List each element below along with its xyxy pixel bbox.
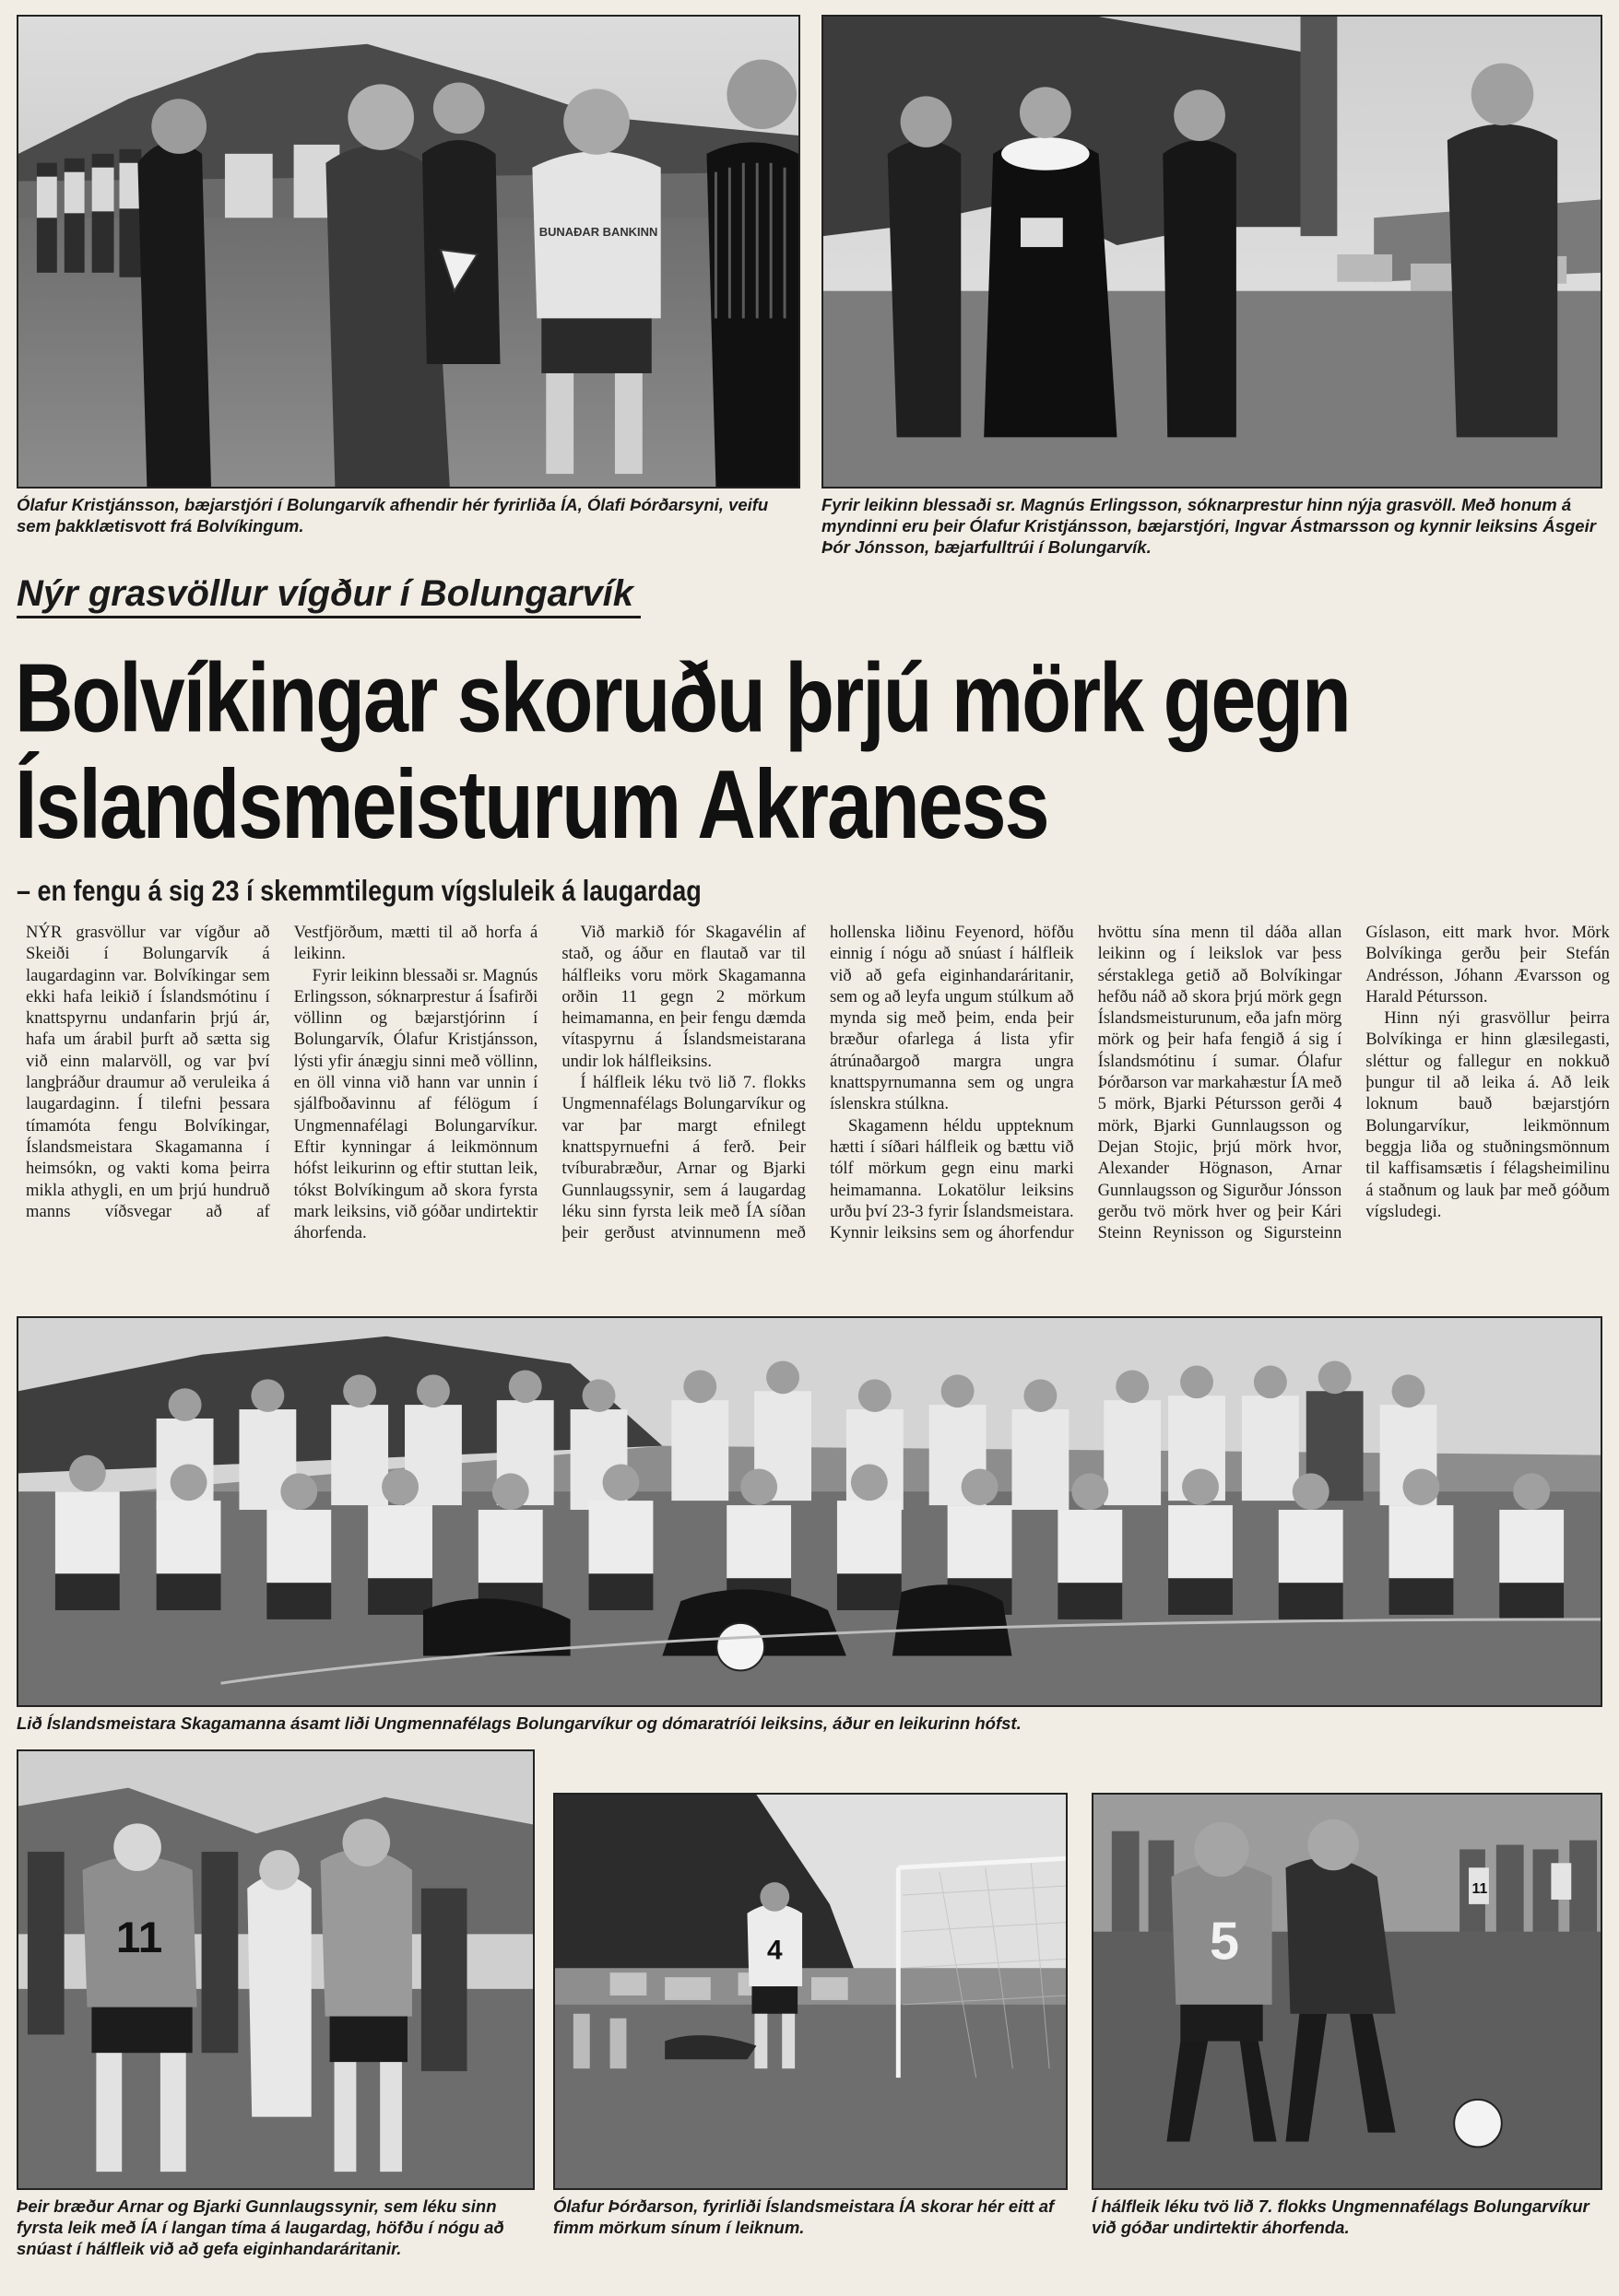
subheadline: – en fengu á sig 23 í skemmtilegum vígsluleik á laugardag <box>17 875 702 907</box>
photo-youth-match <box>1092 1793 1602 2190</box>
lead-word: NÝR <box>26 923 63 942</box>
caption-photo-6: Í hálfleik léku tvö lið 7. flokks Ungmennafélags Bolungarvíkur við góðar undirtektir áhorfenda. <box>1092 2196 1589 2237</box>
jersey-number-11: 11 <box>115 1913 163 1963</box>
paragraph-1: NÝR grasvöllur var vígður að Skeiði í Bolungarvík á laugardaginn var. Bolvíkingar sem ekki hafa leikið í Íslandsmótinu í knattspyrnu undanfarin þrjú ár, hafa um árabil þurft að sætta sig við einn malarvöll, og var því langþráður draumur að veruleika á laugardaginn. Í tilefni þessara tímamóta fengu Bolvíkingar, Íslandsmeistara Skagamanna í heimsókn, og vakti koma þeirra mikla athygli, en um þrjú hundruð manns víðsvegar að af Vestfjörðum, mætti til að horfa á leikinn. <box>26 923 538 1221</box>
paragraph-4: Í hálfleik léku tvö lið 7. flokks Ungmennafélags Bolungarvíkur og var þar margt efnilegt knattspyrnuefni á ferð. Þeir tvíburabræður, Arnar og Bjarki Gunnlaugssynir, sem á laugardag léku sinn fyrsta leik með ÍA síðan þeir gerðust atvinnumenn með hollenska liðinu Feyenord, höfðu einnig í nógu að snúast í hálfleik við að gefa eiginhandaráritanir, sem og að leyfa ungum stúlkum að mynda sig með þeim, enda þeir bræður ofarlega á lista yfir átrúnaðargoð margra ungra knattspyrnumanna sem og ungra íslenskra stúlkna. <box>561 923 1074 1243</box>
photo-autographs <box>17 1749 535 2190</box>
paragraph-3: Við markið fór Skagavélin af stað, og áður en flautað var til hálfleiks voru mörk Skagamanna orðin 11 gegn 2 mörkum heimamanna, en þeir fengu dæmda vítaspyrnu á Íslandsmeistarana undir lok hálfleiksins. <box>561 923 806 1071</box>
caption-photo-5: Ólafur Þórðarson, fyrirliði Íslandsmeistara ÍA skorar hér eitt af fimm mörkum sínum í leiknum. <box>553 2196 1055 2237</box>
photo-captain-pennant <box>17 15 800 489</box>
sponsor-text: BUNAÐAR BANKINN <box>538 225 658 240</box>
photo-field-blessing <box>821 15 1602 489</box>
caption-team-photo: Lið Íslandsmeistara Skagamanna ásamt liði Ungmennafélags Bolungarvíkur og dómaratríói leiksins, áður en leikurinn hófst. <box>17 1713 1022 1733</box>
headline <box>15 642 1610 859</box>
paragraph-5: Skagamenn héldu uppteknum hætti í síðari hálfleik og bættu við tólf mörkum gegn einu marki heimamanna. Lokatölur leiksins urðu því 23-3 fyrir Íslandsmeistara. Kynnir leiksins sem og áhorfendur hvöttu sína menn til dáða allan leikinn og í leikslok var þess sérstaklega getið að Bolvíkingar hefðu náð að skora þrjú mörk gegn Íslandsmeisturunum, eða jafn mörg mörk og þeir hafa fengið á sig í Íslandsmótinu í sumar. Ólafur Þórðarson var markahæstur ÍA með 5 mörk, Bjarki Pétursson gerði 4 mörk, Bjarki Gunnlaugsson og Dejan Stojic, þrjú mörk hvor, Alexander Högnason, Arnar Gunnlaugsson og Sigurður Jónsson gerðu tvö mörk hver og þeir Kári Steinn Reynisson og Sigursteinn Gíslason, eitt mark hvor. Mörk Bolvíkinga gerðu þeir Stefán Andrésson, Jóhann Ævarsson og Harald Pétursson. <box>829 923 1610 1243</box>
jersey-number-5: 5 <box>1209 1912 1239 1972</box>
paragraph-2: Fyrir leikinn blessaði sr. Magnús Erlingsson, sóknarprestur á Ísafirði völlinn og bæjarstjórinn í Bolungarvík, Ólafur Kristjánsson, lýsti yfir ánægju sinni með völlinn, en öll vinna við hann var unnin í sjálfboðavinnu af félögum í Ungmennafélagi Bolungarvíkur. Eftir kynningar á leikmönnum hófst leikurinn og eftir stuttan leik, tókst Bolvíkingum að skora fyrsta mark leiksins, við góðar undirtektir áhorfenda. <box>293 965 538 1243</box>
jersey-number-11-background: 11 <box>1471 1881 1488 1897</box>
headline-line-2: Íslandsmeisturum Akraness <box>15 748 1048 859</box>
caption-photo-1: Ólafur Kristjánsson, bæjarstjóri í Bolungarvík afhendir hér fyrirliða ÍA, Ólafi Þórðarsyni, veifu sem þakklætisvott frá Bolvíkingum. <box>17 495 769 536</box>
caption-photo-4: Þeir bræður Arnar og Bjarki Gunnlaugssynir, sem léku sinn fyrsta leik með ÍA í langan tíma á laugardag, höfðu í nógu að snúast í hálfleik við að gefa eiginhandaráritanir. <box>17 2196 504 2258</box>
kicker-title: Nýr grasvöllur vígður í Bolungarvík <box>17 571 641 618</box>
photo-team-group <box>17 1316 1602 1707</box>
caption-photo-2: Fyrir leikinn blessaði sr. Magnús Erlingsson, sóknarprestur hinn nýja grasvöll. Með honum á myndinni eru þeir Ólafur Kristjánsson, bæjarstjóri, Ingvar Ástmarsson og kynnir leiksins Ásgeir Þór Jónsson, bæjarfulltrúi í Bolungarvík. <box>821 495 1596 557</box>
photo-captain-scores <box>553 1793 1068 2190</box>
paragraph-6: Hinn nýi grasvöllur þeirra Bolvíkinga er hinn glæsilegasti, sléttur og fallegur en nokkuð þungur til að leika á. Að leik loknum bauð bæjarstjórn Bolungarvíkur, leikmönnum beggja liða og stuðningsmönnum til kaffisamsætis í félagsheimilinu á staðnum og lauk þar með góðum vígsludegi. <box>1365 1008 1610 1221</box>
article-body <box>26 922 1610 1295</box>
headline-line-1: Bolvíkingar skoruðu þrjú mörk gegn <box>15 642 1350 753</box>
jersey-number-4: 4 <box>766 1935 783 1966</box>
